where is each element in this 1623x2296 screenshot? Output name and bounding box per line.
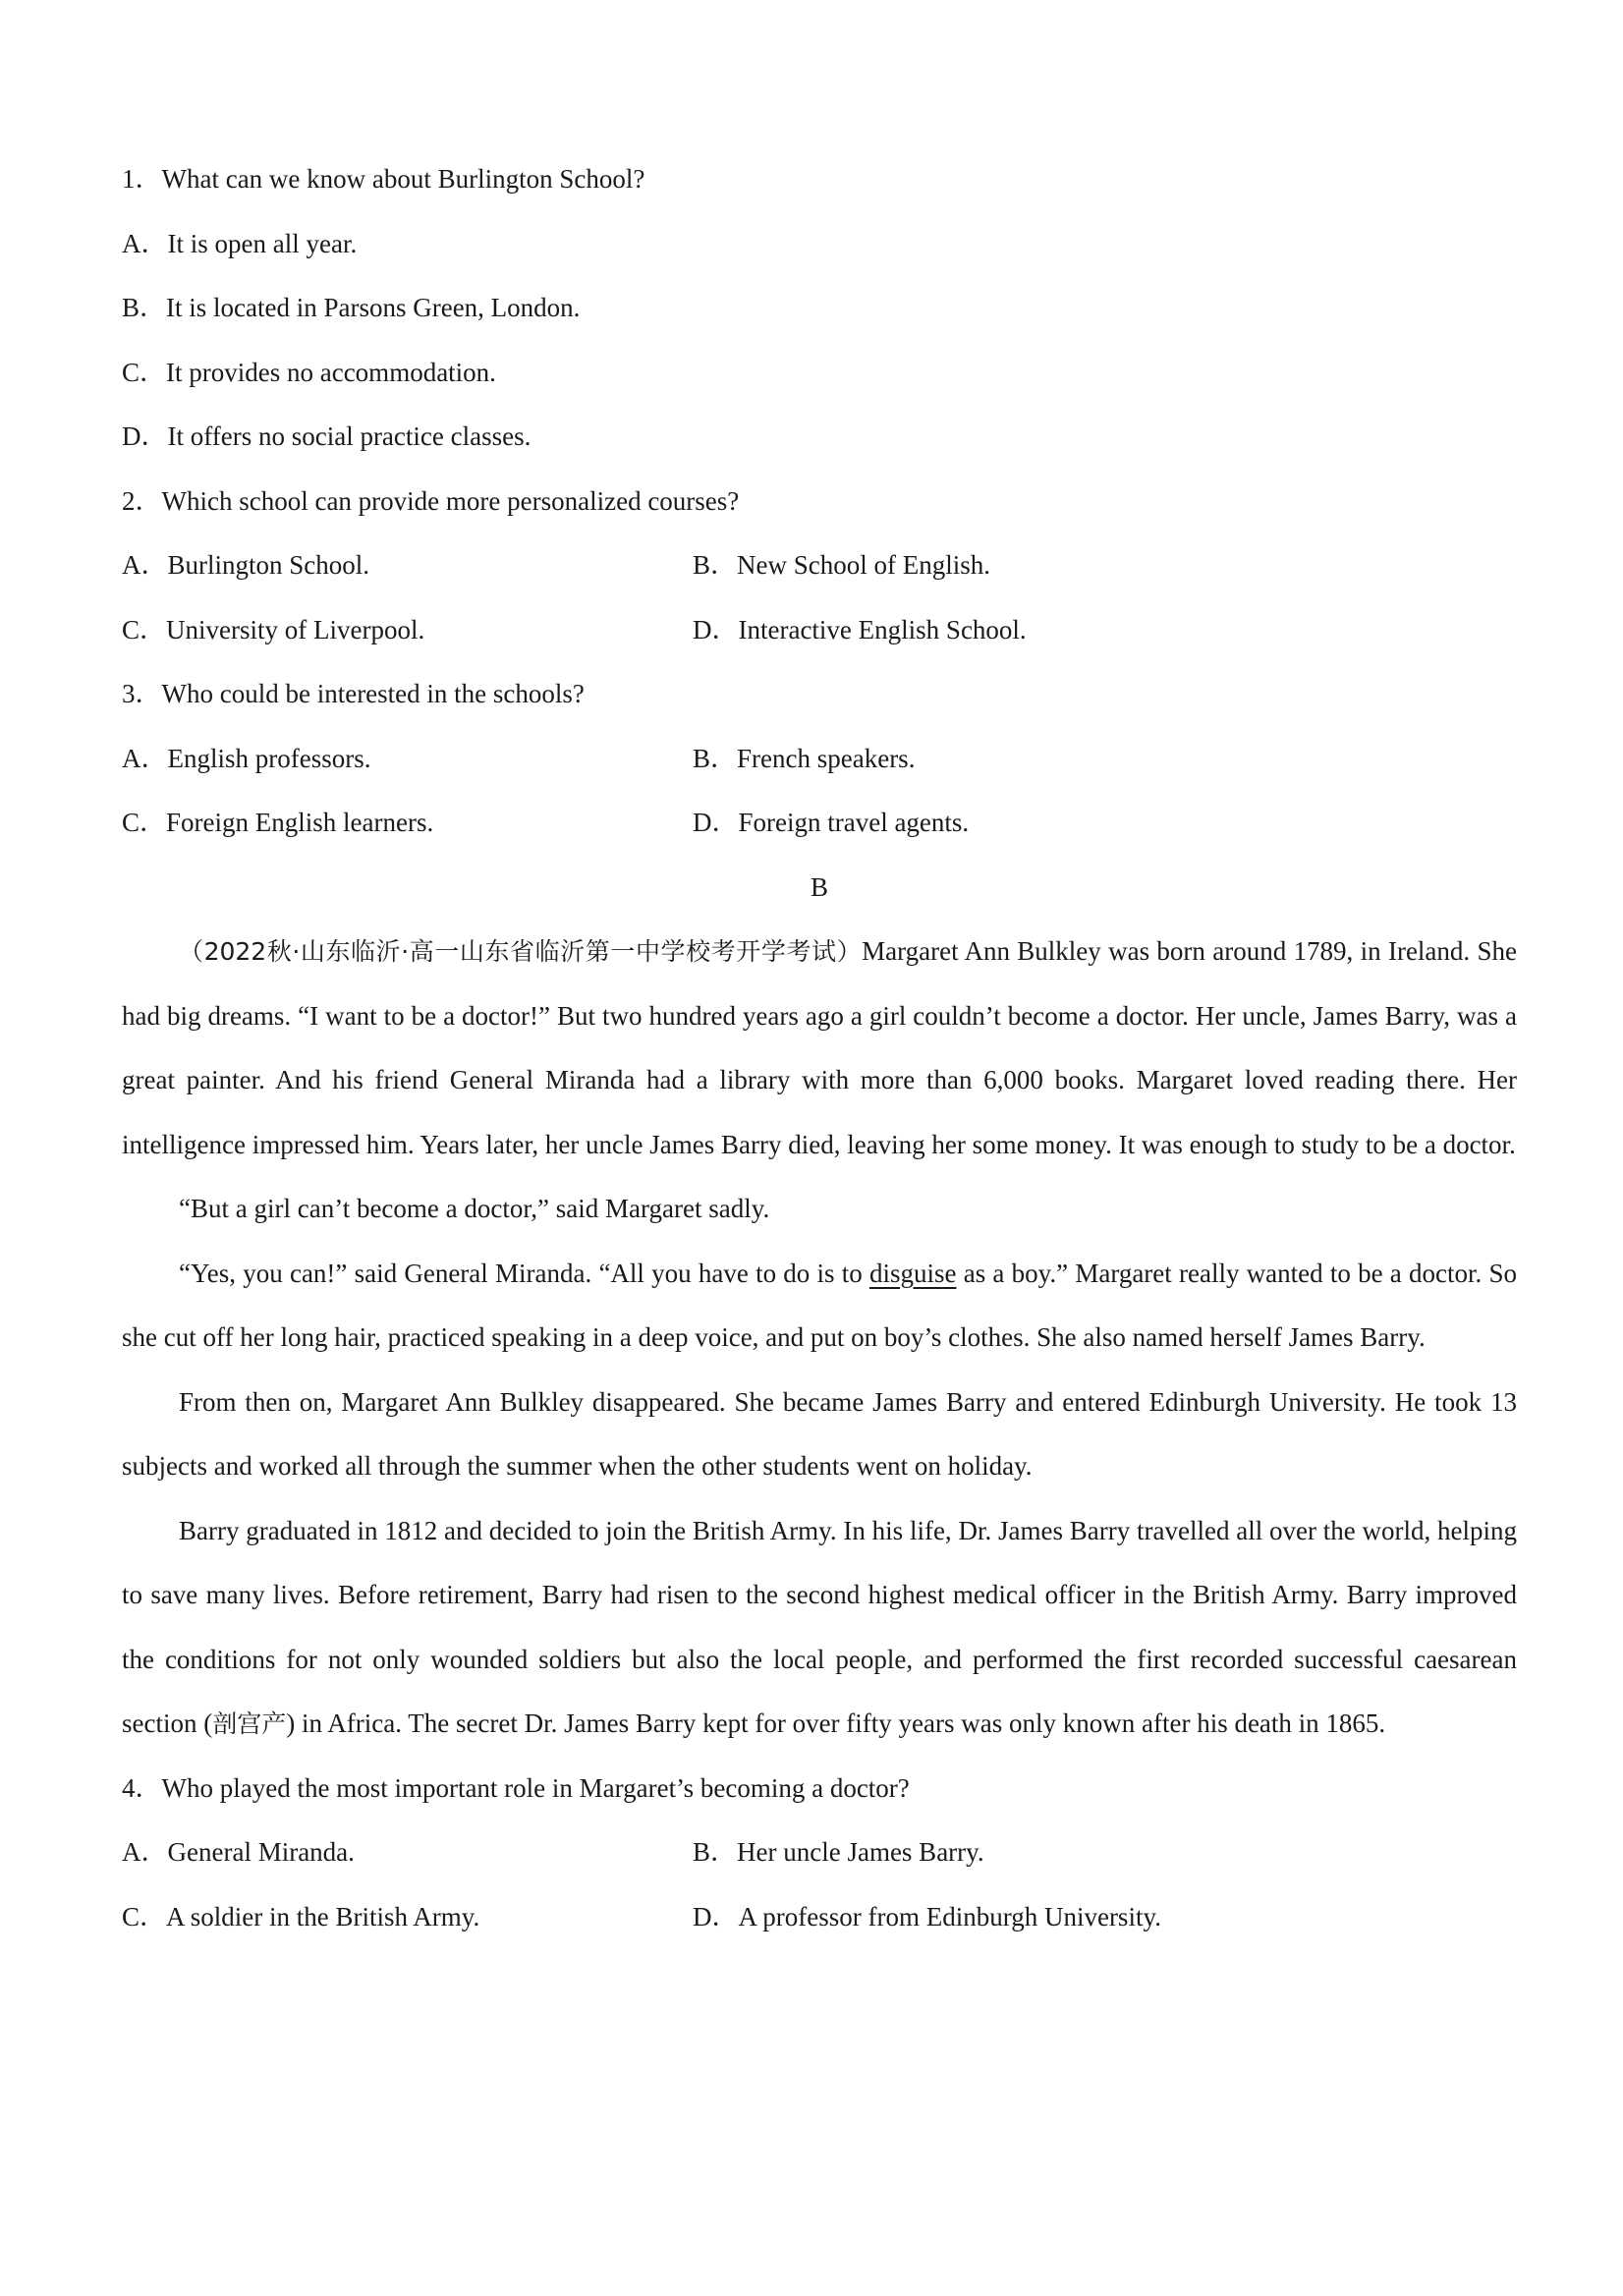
question-2-option-b: B．New School of English. xyxy=(693,550,990,580)
question-3-option-b: B．French speakers. xyxy=(693,743,916,773)
question-4-options-row-2 xyxy=(122,1885,1517,1950)
question-2-option-d: D．Interactive English School. xyxy=(693,614,1027,644)
passage-paragraph-1-text: Margaret Ann Bulkley was born around 1789, in Ireland. She had big dreams. “I want to be a doctor!” But two hundred years ago a girl couldn’t become a doctor. Her uncle, James Barry, was a great painter. And his friend General Miranda had a library with more than 6,000 books. Margaret loved reading there. Her intelligence impressed him. Years later, her uncle James Barry died, leaving her some money. It was enough to study to be a doctor. xyxy=(122,936,1517,1159)
question-2-options-row-2 xyxy=(122,598,1517,663)
question-3-option-c: C．Foreign English learners. xyxy=(122,808,434,837)
question-2-option-a: A．Burlington School. xyxy=(122,550,370,580)
section-b-heading: B xyxy=(810,871,828,902)
question-1-option-a: A．It is open all year. xyxy=(122,228,358,258)
underlined-word-disguise: disguise xyxy=(868,1258,957,1288)
question-2-options-row-1 xyxy=(122,533,1517,598)
question-4-stem: 4．Who played the most important role in Margaret’s becoming a doctor? xyxy=(122,1772,910,1803)
passage-paragraph-5 xyxy=(122,1499,1517,1757)
question-4-option-d: D．A professor from Edinburgh University. xyxy=(693,1901,1161,1932)
question-2-stem: 2．Which school can provide more personalized courses? xyxy=(122,485,740,516)
question-4-option-a: A．General Miranda. xyxy=(122,1837,355,1867)
passage-paragraph-5-end: ) in Africa. The secret Dr. James Barry kept for over fifty years was only known after his death in 1865. xyxy=(286,1708,1386,1738)
question-1-option-c: C．It provides no accommodation. xyxy=(122,357,496,387)
question-3-option-d: D．Foreign travel agents. xyxy=(693,808,970,837)
passage-paragraph-3-end: as a boy.” Margaret really wanted to be a doctor. So she cut off her long hair, practiced speaking in a deep voice, and put on boy’s clothes. She also named herself James Barry. xyxy=(122,1258,1517,1352)
question-3-option-a: A．English professors. xyxy=(122,743,371,773)
question-1-stem: 1．What can we know about Burlington School? xyxy=(122,164,645,194)
passage-paragraph-1 xyxy=(122,920,1517,1177)
passage-chinese-gloss: 剖宫产 xyxy=(212,1709,287,1738)
question-1-option-d: D．It offers no social practice classes. xyxy=(122,421,532,451)
passage-source-note: （2022秋·山东临沂·高一山东省临沂第一中学校考开学考试） xyxy=(179,937,863,966)
passage-paragraph-3-start: “Yes, you can!” said General Miranda. “All you have to do is to xyxy=(179,1258,869,1288)
question-3-options-row-1 xyxy=(122,727,1517,792)
passage-paragraph-2: “But a girl can’t become a doctor,” said Margaret sadly. xyxy=(179,1194,770,1223)
question-3-stem: 3．Who could be interested in the schools? xyxy=(122,679,585,708)
passage-paragraph-4: From then on, Margaret Ann Bulkley disappeared. She became James Barry and entered Edinburgh University. He took 13 subjects and worked all through the summer when the other students went on holiday. xyxy=(122,1386,1517,1481)
question-4-option-c: C．A soldier in the British Army. xyxy=(122,1901,480,1932)
question-1-option-b: B．It is located in Parsons Green, London. xyxy=(122,293,581,322)
question-3-options-row-2 xyxy=(122,791,1517,856)
question-2-option-c: C．University of Liverpool. xyxy=(122,614,425,644)
question-4-options-row-1 xyxy=(122,1820,1517,1885)
passage-paragraph-5-start: Barry graduated in 1812 and decided to join the British Army. In his life, Dr. James Barry travelled all over the world, helping to save many lives. Before retirement, Barry had risen to the second highest medical officer in the British Army. Barry improved the conditions for not only wounded soldiers but also the local people, and performed the first recorded successful caesarean section ( xyxy=(122,1515,1517,1738)
passage-paragraph-3 xyxy=(122,1242,1517,1371)
question-4-option-b: B．Her uncle James Barry. xyxy=(693,1837,984,1867)
document-page xyxy=(122,147,1517,1949)
